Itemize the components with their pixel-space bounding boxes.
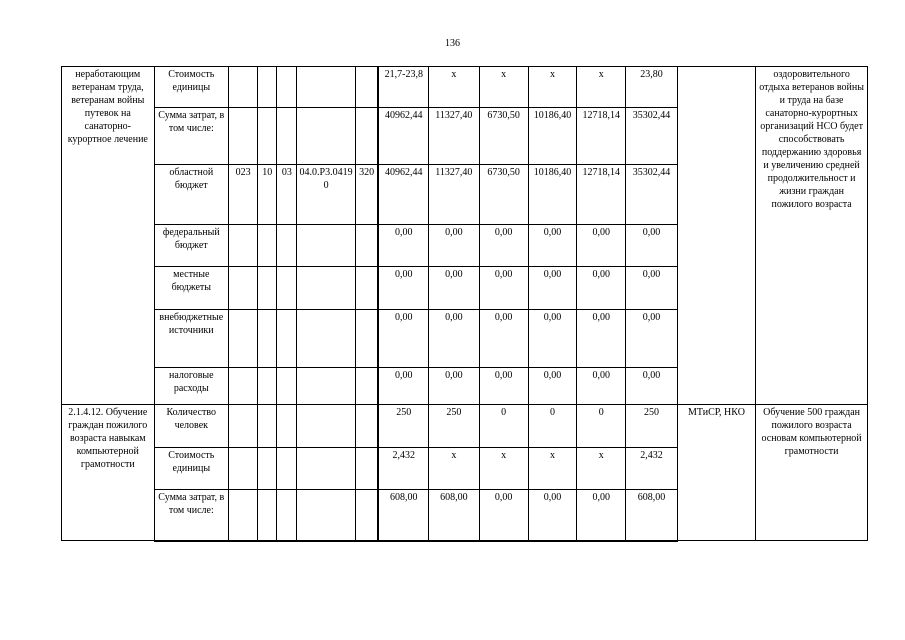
vr-code-cell bbox=[355, 368, 378, 405]
value-cell: 250 bbox=[429, 405, 479, 448]
expected-result-cell: оздоровительного отдыха ветеранов войны и труда на базе санаторно-курортных организаций НСО будет способствовать поддержанию здоровья и увеличению средней продолжительност и жизни граждан пожилого возраста bbox=[756, 67, 868, 405]
pr-code-cell bbox=[277, 67, 297, 108]
value-cell: 11327,40 bbox=[429, 108, 479, 165]
vr-code-cell bbox=[355, 267, 378, 310]
value-cell: 2,432 bbox=[378, 448, 428, 490]
vr-code-cell bbox=[355, 67, 378, 108]
grbs-code-cell bbox=[229, 67, 258, 108]
pr-code-cell bbox=[277, 405, 297, 448]
value-cell: 0,00 bbox=[577, 267, 626, 310]
value-cell: 0 bbox=[479, 405, 528, 448]
value-cell: 608,00 bbox=[429, 490, 479, 541]
activity-name-cell: неработающим ветеранам труда, ветеранам войны путевок на санаторно-курортное лечение bbox=[62, 67, 155, 405]
indicator-cell: налоговые расходы bbox=[154, 368, 228, 405]
value-cell: x bbox=[429, 448, 479, 490]
value-cell: 0,00 bbox=[429, 310, 479, 368]
table-row bbox=[62, 405, 868, 448]
vr-code-cell bbox=[355, 108, 378, 165]
rz-code-cell bbox=[258, 448, 277, 490]
value-cell: 12718,14 bbox=[577, 108, 626, 165]
value-cell: 0,00 bbox=[528, 490, 576, 541]
indicator-cell: федеральный бюджет bbox=[154, 225, 228, 267]
rz-code-cell bbox=[258, 225, 277, 267]
page-number: 136 bbox=[445, 38, 460, 49]
pr-code-cell: 03 bbox=[277, 165, 297, 225]
expected-result-cell: Обучение 500 граждан пожилого возраста основам компьютерной грамотности bbox=[756, 405, 868, 541]
vr-code-cell bbox=[355, 405, 378, 448]
pr-code-cell bbox=[277, 368, 297, 405]
value-cell: 12718,14 bbox=[577, 165, 626, 225]
pr-code-cell bbox=[277, 225, 297, 267]
value-cell: x bbox=[479, 448, 528, 490]
csr-code-cell bbox=[297, 368, 355, 405]
value-cell: 23,80 bbox=[626, 67, 677, 108]
value-cell: x bbox=[429, 67, 479, 108]
vr-code-cell bbox=[355, 310, 378, 368]
value-cell: 0,00 bbox=[577, 490, 626, 541]
value-cell: 35302,44 bbox=[626, 108, 677, 165]
csr-code-cell bbox=[297, 225, 355, 267]
value-cell: 0,00 bbox=[626, 368, 677, 405]
pr-code-cell bbox=[277, 490, 297, 541]
value-cell: 11327,40 bbox=[429, 165, 479, 225]
value-cell: 35302,44 bbox=[626, 165, 677, 225]
grbs-code-cell bbox=[229, 225, 258, 267]
value-cell: 0,00 bbox=[528, 225, 576, 267]
rz-code-cell bbox=[258, 108, 277, 165]
value-cell: x bbox=[528, 448, 576, 490]
value-cell: 0,00 bbox=[626, 267, 677, 310]
value-cell: 0,00 bbox=[378, 267, 428, 310]
value-cell: 0,00 bbox=[528, 310, 576, 368]
executor-cell bbox=[677, 67, 755, 405]
value-cell: 40962,44 bbox=[378, 165, 428, 225]
value-cell: 21,7-23,8 bbox=[378, 67, 428, 108]
value-cell: 2,432 bbox=[626, 448, 677, 490]
value-cell: 6730,50 bbox=[479, 165, 528, 225]
executor-cell: МТиСР, НКО bbox=[677, 405, 755, 541]
value-cell: x bbox=[479, 67, 528, 108]
vr-code-cell bbox=[355, 448, 378, 490]
value-cell: 0,00 bbox=[577, 310, 626, 368]
csr-code-cell bbox=[297, 67, 355, 108]
rz-code-cell bbox=[258, 267, 277, 310]
table-row bbox=[62, 67, 868, 108]
value-cell: 608,00 bbox=[378, 490, 428, 541]
grbs-code-cell bbox=[229, 108, 258, 165]
csr-code-cell bbox=[297, 490, 355, 541]
indicator-cell: Сумма затрат, в том числе: bbox=[154, 490, 228, 541]
value-cell: 0,00 bbox=[626, 225, 677, 267]
rz-code-cell bbox=[258, 490, 277, 541]
activity-name-cell: 2.1.4.12. Обучение граждан пожилого возраста навыкам компьютерной грамотности bbox=[62, 405, 155, 541]
pr-code-cell bbox=[277, 108, 297, 165]
indicator-cell: Количество человек bbox=[154, 405, 228, 448]
csr-code-cell bbox=[297, 267, 355, 310]
grbs-code-cell bbox=[229, 310, 258, 368]
csr-code-cell bbox=[297, 448, 355, 490]
rz-code-cell bbox=[258, 405, 277, 448]
indicator-cell: местные бюджеты bbox=[154, 267, 228, 310]
csr-code-cell bbox=[297, 108, 355, 165]
value-cell: 40962,44 bbox=[378, 108, 428, 165]
value-cell: 0,00 bbox=[577, 225, 626, 267]
value-cell: 0,00 bbox=[479, 267, 528, 310]
vr-code-cell: 320 bbox=[355, 165, 378, 225]
value-cell: 0,00 bbox=[429, 225, 479, 267]
value-cell: 0,00 bbox=[479, 490, 528, 541]
rz-code-cell: 10 bbox=[258, 165, 277, 225]
value-cell: 0,00 bbox=[577, 368, 626, 405]
grbs-code-cell bbox=[229, 405, 258, 448]
value-cell: 0 bbox=[528, 405, 576, 448]
indicator-cell: внебюджетные источники bbox=[154, 310, 228, 368]
value-cell: 10186,40 bbox=[528, 165, 576, 225]
value-cell: 0,00 bbox=[479, 310, 528, 368]
value-cell: 6730,50 bbox=[479, 108, 528, 165]
value-cell: 0 bbox=[577, 405, 626, 448]
csr-code-cell bbox=[297, 405, 355, 448]
value-cell: 0,00 bbox=[429, 368, 479, 405]
value-cell: 0,00 bbox=[479, 225, 528, 267]
grbs-code-cell bbox=[229, 368, 258, 405]
rz-code-cell bbox=[258, 67, 277, 108]
indicator-cell: областной бюджет bbox=[154, 165, 228, 225]
grbs-code-cell bbox=[229, 448, 258, 490]
indicator-cell: Стоимость единицы bbox=[154, 67, 228, 108]
value-cell: 0,00 bbox=[626, 310, 677, 368]
pr-code-cell bbox=[277, 310, 297, 368]
value-cell: 0,00 bbox=[378, 368, 428, 405]
indicator-cell: Сумма затрат, в том числе: bbox=[154, 108, 228, 165]
rz-code-cell bbox=[258, 310, 277, 368]
vr-code-cell bbox=[355, 225, 378, 267]
grbs-code-cell: 023 bbox=[229, 165, 258, 225]
value-cell: 10186,40 bbox=[528, 108, 576, 165]
value-cell: 0,00 bbox=[429, 267, 479, 310]
value-cell: 608,00 bbox=[626, 490, 677, 541]
value-cell: x bbox=[577, 67, 626, 108]
grbs-code-cell bbox=[229, 490, 258, 541]
value-cell: 0,00 bbox=[479, 368, 528, 405]
value-cell: 0,00 bbox=[378, 310, 428, 368]
indicator-cell: Стоимость единицы bbox=[154, 448, 228, 490]
csr-code-cell bbox=[297, 310, 355, 368]
pr-code-cell bbox=[277, 448, 297, 490]
rz-code-cell bbox=[258, 368, 277, 405]
grbs-code-cell bbox=[229, 267, 258, 310]
value-cell: 250 bbox=[626, 405, 677, 448]
value-cell: x bbox=[577, 448, 626, 490]
vr-code-cell bbox=[355, 490, 378, 541]
value-cell: x bbox=[528, 67, 576, 108]
value-cell: 0,00 bbox=[378, 225, 428, 267]
value-cell: 0,00 bbox=[528, 368, 576, 405]
value-cell: 0,00 bbox=[528, 267, 576, 310]
budget-table bbox=[61, 66, 868, 542]
csr-code-cell: 04.0.Р3.04190 bbox=[297, 165, 355, 225]
pr-code-cell bbox=[277, 267, 297, 310]
value-cell: 250 bbox=[378, 405, 428, 448]
